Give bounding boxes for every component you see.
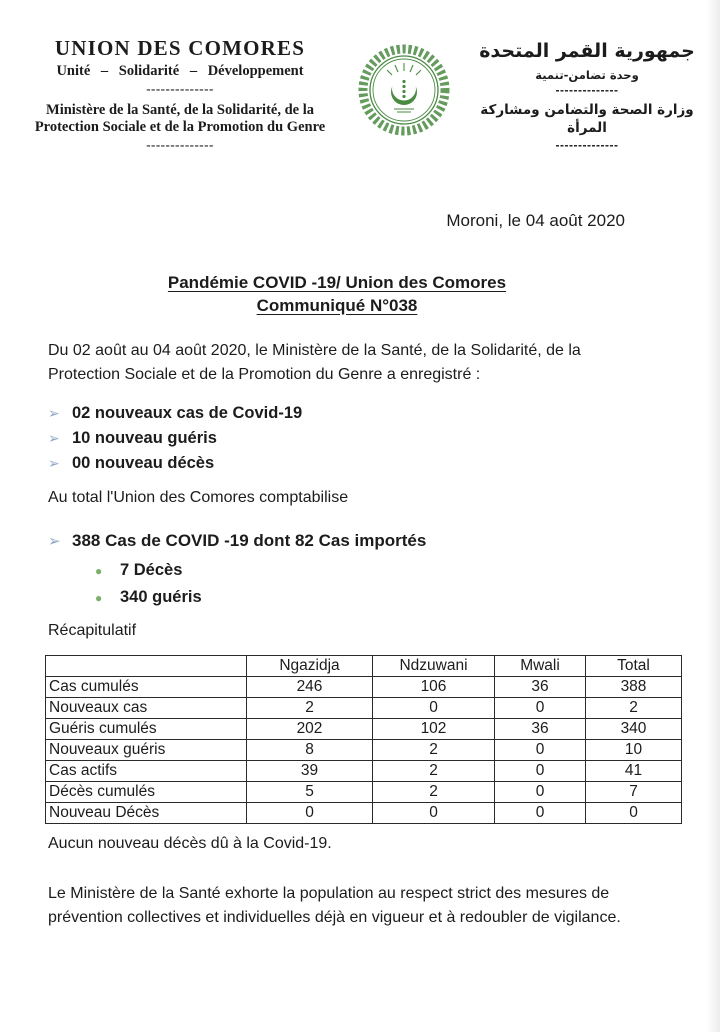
table-header-cell: Total	[586, 656, 682, 677]
table-row-label: Cas actifs	[46, 761, 247, 782]
table-row-label: Nouveaux guéris	[46, 740, 247, 761]
document-title-line2: Communiqué N°038	[256, 296, 418, 315]
ministry-arabic: وزارة الصحة والتضامن ومشاركة المرأة	[480, 102, 694, 136]
arrow-bullet-icon: ➢	[48, 430, 60, 446]
dot-bullet-icon: ●	[95, 564, 103, 578]
table-row-label: Guéris cumulés	[46, 719, 247, 740]
table-cell: 0	[495, 740, 586, 761]
table-cell: 2	[373, 782, 495, 803]
table-cell: 102	[373, 719, 495, 740]
total-cases-item	[48, 528, 626, 555]
motto: Unité – Solidarité – Développement	[56, 63, 304, 79]
document-header	[0, 0, 720, 151]
document-title-line1: Pandémie COVID -19/ Union des Comores	[167, 273, 507, 292]
table-cell: 0	[495, 698, 586, 719]
header-arabic-block	[460, 36, 714, 151]
closing-paragraph-2: Le Ministère de la Santé exhorte la population au respect strict des mesures de prévention collectives et individuelles déjà en vigueur et à redoubler de vigilance.	[48, 885, 621, 926]
table-cell: 202	[247, 719, 373, 740]
table-cell: 2	[373, 740, 495, 761]
table-cell: 246	[247, 677, 373, 698]
ministry-line2: Protection Sociale et de la Promotion du Genre	[34, 119, 326, 135]
intro-paragraph: Du 02 août au 04 août 2020, le Ministère de la Santé, de la Solidarité, de la Protection Sociale et de la Promotion du Genre a enregistré :	[48, 342, 581, 383]
table-cell: 36	[495, 677, 586, 698]
date-line: Moroni, le 04 août 2020	[446, 211, 625, 230]
table-row	[46, 803, 682, 824]
country-title: UNION DES COMORES	[54, 36, 306, 60]
table-header-cell	[46, 656, 247, 677]
table-header-cell: Ngazidja	[247, 656, 373, 677]
table-row	[46, 698, 682, 719]
table-cell: 36	[495, 719, 586, 740]
table-cell: 7	[586, 782, 682, 803]
table-header-cell: Ndzuwani	[373, 656, 495, 677]
recap-table-body	[46, 677, 682, 824]
table-cell: 8	[247, 740, 373, 761]
country-title-arabic: جمهورية القمر المتحدة	[479, 40, 695, 62]
arrow-bullet-icon: ➢	[48, 533, 61, 550]
total-sub-list	[48, 557, 626, 611]
total-cases-text: 388 Cas de COVID -19 dont 82 Cas importés	[72, 531, 427, 550]
new-stat-text: 00 nouveau décès	[72, 454, 215, 472]
table-cell: 0	[495, 761, 586, 782]
table-cell: 10	[586, 740, 682, 761]
comoros-seal-logo	[348, 36, 460, 141]
table-row	[46, 719, 682, 740]
new-stat-item	[48, 451, 626, 476]
total-sub-item	[95, 557, 626, 584]
document-footer	[48, 832, 626, 930]
document-body	[48, 271, 626, 643]
table-row-label: Nouveaux cas	[46, 698, 247, 719]
table-cell: 39	[247, 761, 373, 782]
arrow-bullet-icon: ➢	[48, 455, 60, 471]
table-cell: 0	[247, 803, 373, 824]
table-cell: 2	[247, 698, 373, 719]
table-cell: 2	[373, 761, 495, 782]
table-row	[46, 677, 682, 698]
divider-dashes: --------------	[146, 137, 214, 152]
recap-label: Récapitulatif	[48, 622, 137, 639]
new-stat-text: 02 nouveaux cas de Covid-19	[72, 404, 303, 422]
total-sub-item	[95, 584, 626, 611]
table-cell: 2	[586, 698, 682, 719]
total-sub-text: 340 guéris	[120, 588, 202, 606]
table-cell: 0	[373, 803, 495, 824]
header-french-block	[12, 36, 348, 151]
table-row	[46, 761, 682, 782]
closing-paragraph-1: Aucun nouveau décès dû à la Covid-19.	[48, 835, 332, 852]
recap-table	[45, 655, 682, 824]
table-row-label: Nouveau Décès	[46, 803, 247, 824]
motto-arabic: وحدة تضامن-تنمية	[535, 68, 639, 82]
table-header-cell: Mwali	[495, 656, 586, 677]
table-cell: 0	[495, 782, 586, 803]
dot-bullet-icon: ●	[95, 591, 103, 605]
divider-dashes: --------------	[555, 83, 619, 97]
divider-dashes: --------------	[146, 81, 214, 96]
total-intro: Au total l'Union des Comores comptabilise	[48, 489, 349, 506]
arrow-bullet-icon: ➢	[48, 405, 60, 421]
table-cell: 5	[247, 782, 373, 803]
table-header-row	[46, 656, 682, 677]
new-stat-item	[48, 401, 626, 426]
new-stats-list	[48, 401, 626, 476]
table-cell: 0	[586, 803, 682, 824]
seal-icon	[354, 39, 454, 141]
document-title	[48, 271, 626, 317]
table-row-label: Décès cumulés	[46, 782, 247, 803]
table-row	[46, 782, 682, 803]
table-row	[46, 740, 682, 761]
ministry-line1: Ministère de la Santé, de la Solidarité, de la	[46, 102, 314, 118]
photo-edge-shadow	[707, 0, 720, 1032]
table-cell: 106	[373, 677, 495, 698]
divider-dashes: --------------	[555, 138, 619, 152]
total-sub-text: 7 Décès	[120, 561, 183, 579]
table-cell: 41	[586, 761, 682, 782]
table-cell: 388	[586, 677, 682, 698]
new-stat-text: 10 nouveau guéris	[72, 429, 217, 447]
table-cell: 0	[373, 698, 495, 719]
new-stat-item	[48, 426, 626, 451]
table-cell: 0	[495, 803, 586, 824]
table-cell: 340	[586, 719, 682, 740]
table-row-label: Cas cumulés	[46, 677, 247, 698]
